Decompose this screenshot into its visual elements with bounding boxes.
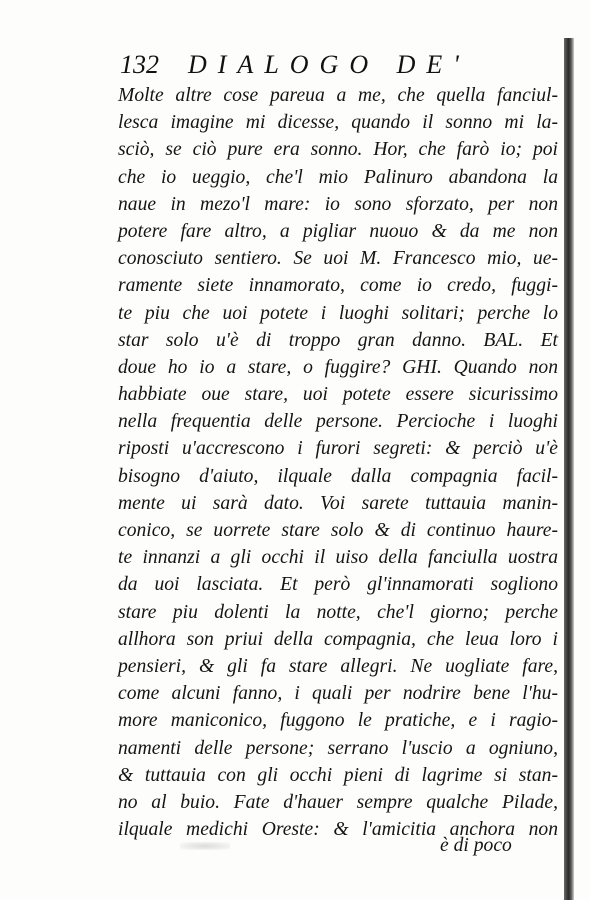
text-line: conico, se uorrete stare solo & di continuo haure- (118, 520, 558, 541)
page-header (120, 50, 560, 84)
ink-smudge (180, 842, 230, 850)
text-line: conosciuto sentiero. Se uoi M. Francesco mio, ue- (118, 248, 558, 270)
text-line: stare piu dolenti la notte, che'l giorno; perche (118, 601, 558, 623)
text-line: more maniconico, fuggono le pratiche, e i ragio- (118, 710, 558, 732)
text-line: ramente siete innamorato, come io credo, fuggi- (118, 275, 558, 297)
text-line: come alcuni fanno, i quali per nodrire bene l'hu- (118, 683, 558, 705)
text-line: mente ui sarà dato. Voi sarete tuttauia manin- (118, 492, 558, 514)
text-line: sciò, se ciò pure era sonno. Hor, che farò io; poi (118, 139, 558, 161)
body-text (118, 82, 558, 843)
text-line: habbiate oue stare, uoi potete essere sicurissimo (118, 384, 558, 406)
text-line: no al buio. Fate d'hauer sempre qualche Pilade, (118, 791, 558, 813)
running-title: DIALOGO DE' (188, 50, 470, 79)
text-line: Molte altre cose pareua a me, che quella fanciul- (118, 85, 558, 106)
text-line: namenti delle persone; serrano l'uscio a ogniuno, (118, 737, 558, 759)
text-line: riposti u'accrescono i furori segreti: & perciò u'è (118, 438, 558, 460)
text-line: & tuttauia con gli occhi pieni di lagrime si stan- (118, 764, 558, 786)
text-line: che io ueggio, che'l mio Palinuro abandona la (118, 166, 558, 188)
text-line: star solo u'è di troppo gran danno. BAL. Et (118, 329, 558, 351)
text-line: da uoi lasciata. Et però gl'innamorati sogliono (118, 574, 558, 596)
text-line: potere fare altro, a pigliar nuouo & da me non (118, 220, 558, 242)
book-spine-edge (564, 38, 574, 900)
text-line: ilquale medichi Oreste: & l'amicitia anchora non (118, 819, 558, 841)
text-line: lesca imagine mi dicesse, quando il sonno mi la- (118, 112, 558, 134)
text-line: naue in mezo'l mare: io sono sforzato, per non (118, 193, 558, 215)
catchword: è di poco (440, 835, 512, 856)
text-line: pensieri, & gli fa stare allegri. Ne uogliate fare, (118, 655, 558, 677)
page-number: 132 (120, 50, 159, 79)
text-line: nella frequentia delle persone. Percioche i luoghi (118, 411, 558, 433)
text-line: allhora son priui della compagnia, che leua loro i (118, 628, 558, 650)
text-line: te innanzi a gli occhi il uiso della fanciulla uostra (118, 547, 558, 569)
text-line: bisogno d'aiuto, ilquale dalla compagnia facil- (118, 465, 558, 487)
text-line: doue ho io a stare, o fuggire? GHI. Quando non (118, 356, 558, 378)
text-line: te piu che uoi potete i luoghi solitari; perche lo (118, 302, 558, 324)
